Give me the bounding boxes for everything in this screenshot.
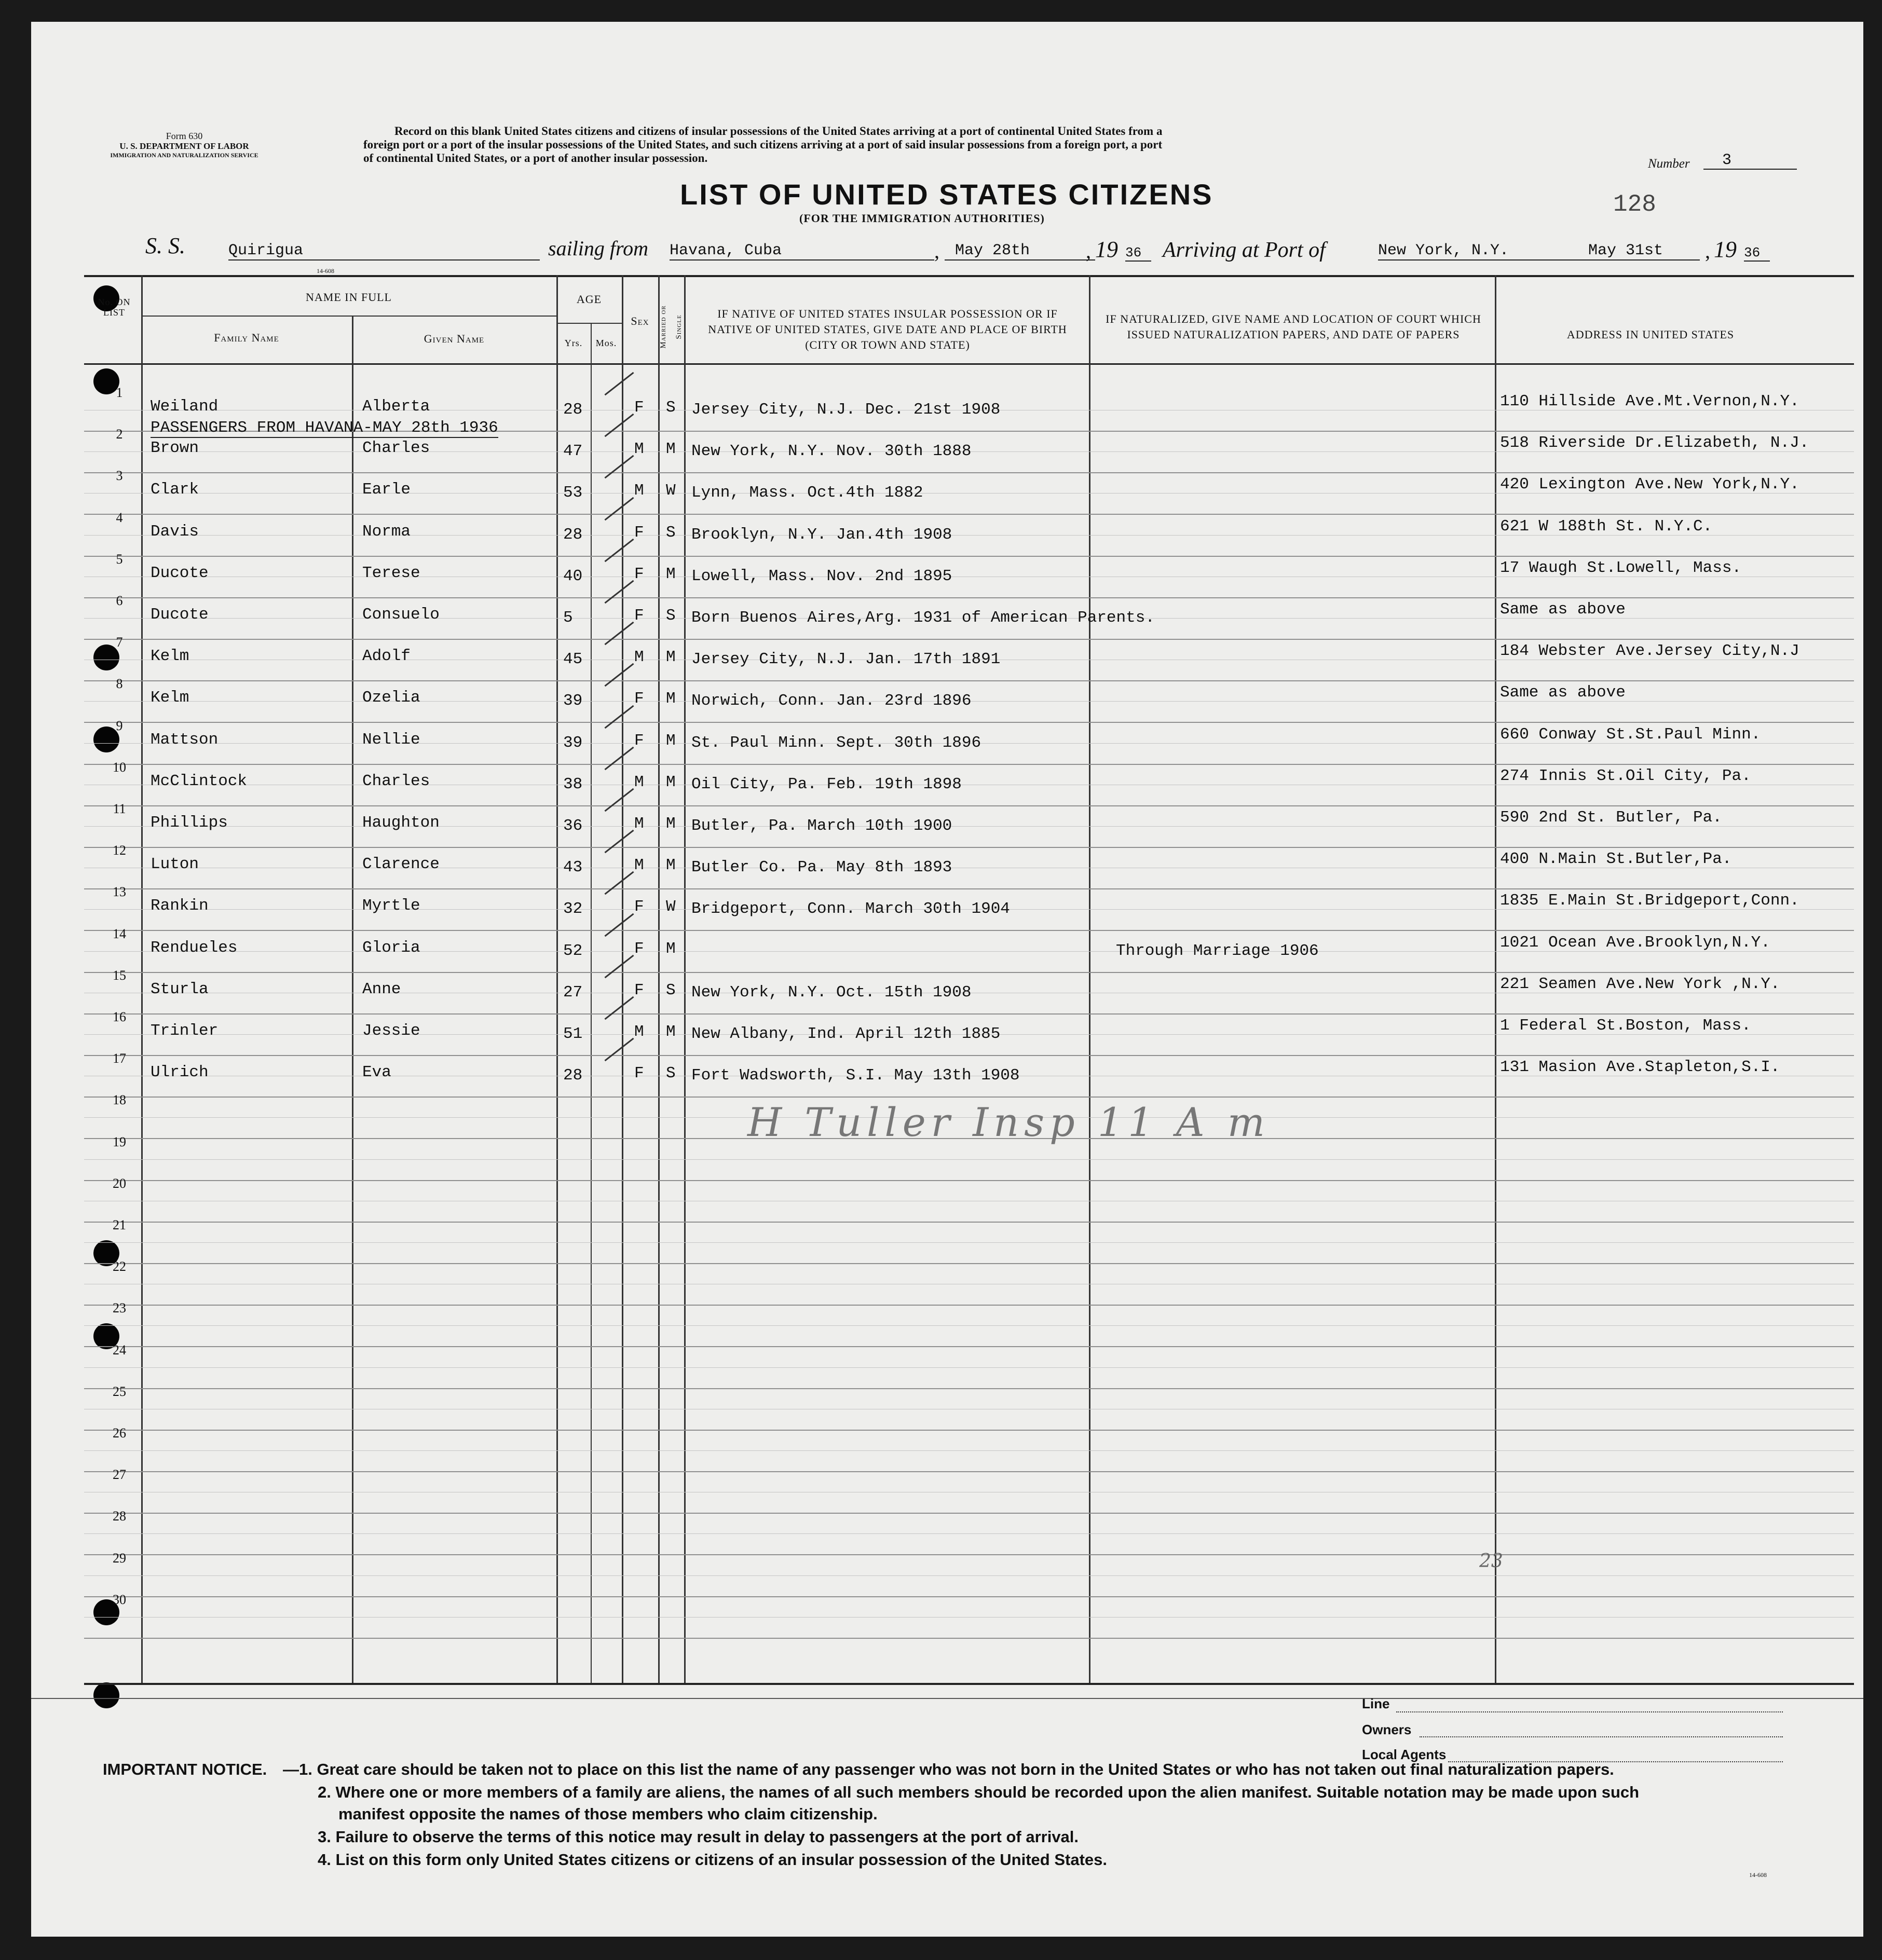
age-years: 39 xyxy=(563,692,583,710)
row-rule xyxy=(84,847,1854,848)
notice-2-cont: manifest opposite the names of those members who claim citizenship. xyxy=(338,1805,878,1823)
row-subrule xyxy=(84,1159,1854,1160)
age-years: 38 xyxy=(563,775,583,793)
number-underline xyxy=(1703,169,1797,170)
arrival-date: May 31st xyxy=(1588,242,1663,259)
marital-status: M xyxy=(666,773,676,791)
age-years: 32 xyxy=(563,900,583,918)
sex: F xyxy=(634,524,644,542)
row-rule xyxy=(84,597,1854,598)
row-rule xyxy=(84,1055,1854,1056)
comma: , xyxy=(1086,239,1091,263)
birth-place-date: New Albany, Ind. April 12th 1885 xyxy=(691,1025,1001,1043)
header-age: AGE xyxy=(576,293,602,306)
given-name: Nellie xyxy=(362,731,420,749)
marital-status: M xyxy=(666,648,676,666)
sex: F xyxy=(634,981,644,999)
row-number: 16 xyxy=(113,1009,126,1024)
stamp-number: 128 xyxy=(1613,191,1656,218)
birth-place-date: Bridgeport, Conn. March 30th 1904 xyxy=(691,900,1010,918)
owners-field xyxy=(1420,1736,1783,1737)
name-header-rule xyxy=(141,316,556,317)
pencil-mark: 23 xyxy=(1479,1551,1503,1572)
us-address: Same as above xyxy=(1500,683,1626,702)
year-prefix: 19 xyxy=(1714,237,1737,262)
instruction-line: foreign port or a port of the insular possessions of the United States, and such citizens arriving at a port of said insular possessions from a foreign port, a port xyxy=(363,138,1163,151)
number-value: 3 xyxy=(1722,152,1732,169)
marital-status: M xyxy=(666,815,676,833)
row-number: 10 xyxy=(113,760,126,775)
inspector-signature: H Tuller Insp 11 A m xyxy=(747,1099,1270,1145)
family-name: Mattson xyxy=(151,731,219,749)
us-address: 590 2nd St. Butler, Pa. xyxy=(1500,808,1722,827)
owners-label: Owners xyxy=(1362,1722,1412,1737)
us-address: Same as above xyxy=(1500,600,1626,619)
us-address: 110 Hillside Ave.Mt.Vernon,N.Y. xyxy=(1500,392,1799,410)
sail-year: 36 xyxy=(1125,245,1151,262)
marital-status: S xyxy=(666,1064,676,1082)
sailing-label: sailing from xyxy=(548,237,648,260)
row-number: 12 xyxy=(113,843,126,858)
age-years: 40 xyxy=(563,567,583,585)
us-address: 518 Riverside Dr.Elizabeth, N.J. xyxy=(1500,434,1809,452)
us-address: 1021 Ocean Ave.Brooklyn,N.Y. xyxy=(1500,934,1770,952)
us-address: 1 Federal St.Boston, Mass. xyxy=(1500,1017,1751,1035)
comma: , xyxy=(934,239,939,263)
footer-rule xyxy=(31,1698,1863,1699)
marital-status: W xyxy=(666,482,676,500)
us-address: 274 Innis St.Oil City, Pa. xyxy=(1500,767,1751,785)
row-subrule xyxy=(84,1325,1854,1326)
row-number: 2 xyxy=(116,427,123,442)
given-name: Earle xyxy=(362,481,411,499)
marital-status: S xyxy=(666,981,676,999)
row-rule xyxy=(84,680,1854,681)
sail-date: May 28th xyxy=(945,242,1095,261)
row-number: 30 xyxy=(113,1592,126,1607)
age-years: 28 xyxy=(563,401,583,419)
age-years: 39 xyxy=(563,734,583,752)
sex: F xyxy=(634,1064,644,1082)
sex: M xyxy=(634,440,644,458)
row-rule xyxy=(84,1554,1854,1555)
row-rule xyxy=(84,1513,1854,1514)
row-number: 20 xyxy=(113,1176,126,1191)
age-years: 52 xyxy=(563,942,583,960)
row-number: 6 xyxy=(116,593,123,608)
birth-place-date: Born Buenos Aires,Arg. 1931 of American Parents. xyxy=(691,609,1155,627)
row-rule xyxy=(84,1596,1854,1597)
sailing-from: Havana, Cuba xyxy=(670,242,934,261)
family-name: Rankin xyxy=(151,897,209,915)
header-birth: IF NATIVE OF UNITED STATES INSULAR POSSESSION OR IF NATIVE OF UNITED STATES, GIVE DATE AND PLACE OF BIRTH (CITY OR TOWN AND STATE) xyxy=(708,307,1067,351)
row-rule xyxy=(84,722,1854,723)
row-rule xyxy=(84,930,1854,931)
col-divider xyxy=(591,323,592,1683)
row-number: 23 xyxy=(113,1300,126,1315)
us-address: 184 Webster Ave.Jersey City,N.J xyxy=(1500,642,1799,660)
age-years: 53 xyxy=(563,484,583,502)
list-title: LIST OF UNITED STATES CITIZENS xyxy=(680,178,1213,211)
marital-status: M xyxy=(666,440,676,458)
row-rule xyxy=(84,1346,1854,1347)
marital-status: M xyxy=(666,940,676,958)
age-years: 5 xyxy=(563,609,573,627)
naturalization: Through Marriage 1906 xyxy=(1116,942,1319,960)
row-number: 13 xyxy=(113,884,126,899)
service-name: IMMIGRATION AND NATURALIZATION SERVICE xyxy=(110,152,258,159)
sex: M xyxy=(634,1023,644,1041)
family-name: Ducote xyxy=(151,564,209,582)
row-number: 25 xyxy=(113,1384,126,1399)
row-number: 29 xyxy=(113,1551,126,1566)
instruction-line: of continental United States, or a port of another insular possession. xyxy=(363,152,708,165)
number-label: Number xyxy=(1648,157,1690,171)
table-top-rule xyxy=(84,275,1854,277)
notice-title: IMPORTANT NOTICE. xyxy=(103,1760,267,1778)
row-number: 21 xyxy=(113,1217,126,1232)
family-name: Brown xyxy=(151,439,199,457)
row-rule xyxy=(84,1430,1854,1431)
row-rule xyxy=(84,1222,1854,1223)
birth-place-date: Jersey City, N.J. Dec. 21st 1908 xyxy=(691,401,1001,419)
row-subrule xyxy=(84,1533,1854,1534)
notice-4: 4. List on this form only United States citizens or citizens of an insular possession of the United States. xyxy=(318,1851,1107,1869)
row-number: 28 xyxy=(113,1509,126,1524)
marital-status: M xyxy=(666,856,676,874)
row-subrule xyxy=(84,1575,1854,1576)
form-number: Form 630 xyxy=(166,131,203,141)
sex: M xyxy=(634,648,644,666)
row-number: 3 xyxy=(116,468,123,483)
row-number: 19 xyxy=(113,1134,126,1149)
list-subtitle: (FOR THE IMMIGRATION AUTHORITIES) xyxy=(799,212,1045,225)
sex: M xyxy=(634,815,644,833)
family-name: Luton xyxy=(151,855,199,873)
passengers-banner: PASSENGERS FROM HAVANA-MAY 28th 1936 xyxy=(151,419,498,437)
header-naturalized: IF NATURALIZED, GIVE NAME AND LOCATION OF COURT WHICH ISSUED NATURALIZATION PAPERS, AND DATE OF PAPERS xyxy=(1106,312,1481,341)
us-address: 660 Conway St.St.Paul Minn. xyxy=(1500,725,1761,744)
us-address: 400 N.Main St.Butler,Pa. xyxy=(1500,850,1732,868)
given-name: Myrtle xyxy=(362,897,420,915)
line-field xyxy=(1396,1711,1783,1712)
row-number: 4 xyxy=(116,510,123,525)
row-subrule xyxy=(84,1617,1854,1618)
family-name: Phillips xyxy=(151,814,228,832)
row-number: 22 xyxy=(113,1259,126,1274)
family-name: Ulrich xyxy=(151,1063,209,1081)
row-number: 24 xyxy=(113,1342,126,1358)
sex: M xyxy=(634,482,644,500)
given-name: Eva xyxy=(362,1063,391,1081)
marital-status: W xyxy=(666,898,676,916)
sex: F xyxy=(634,607,644,625)
birth-place-date: Lowell, Mass. Nov. 2nd 1895 xyxy=(691,567,952,585)
ship-name: Quirigua xyxy=(228,242,540,261)
given-name: Ozelia xyxy=(362,689,420,707)
ss-label: S. S. xyxy=(145,233,185,258)
us-address: 221 Seamen Ave.New York ,N.Y. xyxy=(1500,975,1780,993)
sex: M xyxy=(634,856,644,874)
family-name: Ducote xyxy=(151,606,209,624)
us-address: 1835 E.Main St.Bridgeport,Conn. xyxy=(1500,892,1799,910)
age-years: 51 xyxy=(563,1025,583,1043)
row-number: 8 xyxy=(116,676,123,691)
row-rule xyxy=(84,764,1854,765)
sex: F xyxy=(634,399,644,417)
header-mos: Mos. xyxy=(595,338,617,348)
row-rule xyxy=(84,1471,1854,1472)
header-family-name: Family Name xyxy=(214,331,279,344)
family-name: Kelm xyxy=(151,647,189,665)
given-name: Anne xyxy=(362,980,401,998)
family-name: McClintock xyxy=(151,772,248,790)
row-rule xyxy=(84,888,1854,889)
notice-1: —1. Great care should be taken not to place on this list the name of any passenger who was not born in the United States or who has not taken out final naturalization papers. xyxy=(283,1760,1614,1778)
table-header-rule xyxy=(84,363,1854,365)
marital-status: S xyxy=(666,607,676,625)
row-rule xyxy=(84,472,1854,473)
row-rule xyxy=(84,805,1854,806)
given-name: Alberta xyxy=(362,398,430,416)
agents-label: Local Agents xyxy=(1362,1747,1447,1762)
sex: F xyxy=(634,690,644,708)
header-no-on-list: No. ON LIST xyxy=(98,297,131,318)
birth-place-date: Butler Co. Pa. May 8th 1893 xyxy=(691,858,952,876)
footer-code: 14-608 xyxy=(1749,1871,1767,1879)
row-number: 1 xyxy=(116,385,123,400)
row-rule xyxy=(84,1263,1854,1264)
marital-status: S xyxy=(666,524,676,542)
row-rule xyxy=(84,1638,1854,1639)
given-name: Gloria xyxy=(362,939,420,957)
age-years: 45 xyxy=(563,650,583,668)
print-code: 14-608 xyxy=(317,267,334,275)
instructions xyxy=(363,125,1162,165)
sex: F xyxy=(634,565,644,583)
family-name: Trinler xyxy=(151,1022,219,1040)
row-rule xyxy=(84,1180,1854,1181)
given-name: Clarence xyxy=(362,855,440,873)
us-address: 17 Waugh St.Lowell, Mass. xyxy=(1500,559,1742,577)
birth-place-date: Norwich, Conn. Jan. 23rd 1896 xyxy=(691,692,972,710)
row-rule xyxy=(84,1013,1854,1015)
row-rule xyxy=(84,972,1854,973)
given-name: Terese xyxy=(362,564,420,582)
family-name: Kelm xyxy=(151,689,189,707)
birth-place-date: St. Paul Minn. Sept. 30th 1896 xyxy=(691,734,981,752)
header-yrs: Yrs. xyxy=(564,338,583,348)
age-years: 28 xyxy=(563,526,583,544)
given-name: Charles xyxy=(362,439,430,457)
age-years: 43 xyxy=(563,858,583,876)
notice-3: 3. Failure to observe the terms of this notice may result in delay to passengers at the port of arrival. xyxy=(318,1828,1079,1846)
us-address: 621 W 188th St. N.Y.C. xyxy=(1500,517,1713,536)
row-number: 26 xyxy=(113,1426,126,1441)
header-address: ADDRESS IN UNITED STATES xyxy=(1566,328,1735,341)
birth-place-date: Fort Wadsworth, S.I. May 13th 1908 xyxy=(691,1066,1020,1085)
us-address: 131 Masion Ave.Stapleton,S.I. xyxy=(1500,1058,1780,1076)
family-name: Clark xyxy=(151,481,199,499)
arriving-label: Arriving at Port of xyxy=(1163,238,1326,262)
header-married-single: Married or Single xyxy=(659,305,683,349)
header-sex: Sex xyxy=(631,314,649,327)
row-number: 11 xyxy=(113,801,126,816)
row-number: 14 xyxy=(113,926,126,941)
sex: M xyxy=(634,773,644,791)
birth-place-date: Jersey City, N.J. Jan. 17th 1891 xyxy=(691,650,1001,668)
notice-2: 2. Where one or more members of a family are aliens, the names of all such members should be recorded upon the alien manifest. Suitable notation may be made upon such xyxy=(318,1783,1640,1801)
year-prefix: 19 xyxy=(1095,237,1118,262)
line-label: Line xyxy=(1362,1696,1390,1711)
col-divider xyxy=(352,316,353,1683)
row-rule xyxy=(84,514,1854,515)
given-name: Jessie xyxy=(362,1022,420,1040)
row-subrule xyxy=(84,1367,1854,1368)
row-number: 5 xyxy=(116,552,123,567)
row-rule xyxy=(84,639,1854,640)
age-years: 28 xyxy=(563,1066,583,1085)
arrival-port: New York, N.Y. xyxy=(1378,242,1700,261)
sex: F xyxy=(634,940,644,958)
row-rule xyxy=(84,1096,1854,1098)
instruction-line: Record on this blank United States citizens and citizens of insular possessions of the United States arriving at a port of continental United States from a xyxy=(394,125,1163,138)
header-name-in-full: NAME IN FULL xyxy=(306,291,392,304)
given-name: Adolf xyxy=(362,647,411,665)
marital-status: S xyxy=(666,399,676,417)
family-name: Rendueles xyxy=(151,939,238,957)
row-number: 17 xyxy=(113,1051,126,1066)
birth-place-date: Brooklyn, N.Y. Jan.4th 1908 xyxy=(691,526,952,544)
us-address: 420 Lexington Ave.New York,N.Y. xyxy=(1500,475,1799,494)
sex: F xyxy=(634,732,644,750)
row-number: 18 xyxy=(113,1092,126,1107)
punch-hole xyxy=(93,1682,119,1708)
arrival-year: 36 xyxy=(1744,245,1770,262)
marital-status: M xyxy=(666,690,676,708)
sex: F xyxy=(634,898,644,916)
family-name: Weiland xyxy=(151,398,219,416)
given-name: Haughton xyxy=(362,814,440,832)
birth-place-date: Oil City, Pa. Feb. 19th 1898 xyxy=(691,775,962,793)
row-rule xyxy=(84,1305,1854,1306)
row-number: 27 xyxy=(113,1467,126,1482)
birth-place-date: Butler, Pa. March 10th 1900 xyxy=(691,817,952,835)
marital-status: M xyxy=(666,732,676,750)
given-name: Charles xyxy=(362,772,430,790)
age-header-rule xyxy=(556,323,622,324)
age-years: 36 xyxy=(563,817,583,835)
age-years: 47 xyxy=(563,442,583,460)
table-bottom-rule xyxy=(84,1683,1854,1685)
family-name: Sturla xyxy=(151,980,209,998)
department: U. S. DEPARTMENT OF LABOR xyxy=(119,141,249,151)
row-rule xyxy=(84,1388,1854,1389)
row-subrule xyxy=(84,1450,1854,1451)
row-number: 9 xyxy=(116,718,123,733)
birth-place-date: New York, N.Y. Nov. 30th 1888 xyxy=(691,442,972,460)
row-number: 15 xyxy=(113,968,126,983)
marital-status: M xyxy=(666,1023,676,1041)
header-given-name: Given Name xyxy=(424,332,485,345)
birth-place-date: Lynn, Mass. Oct.4th 1882 xyxy=(691,484,923,502)
row-rule xyxy=(84,556,1854,557)
comma: , xyxy=(1705,239,1710,263)
given-name: Norma xyxy=(362,523,411,541)
row-subrule xyxy=(84,1242,1854,1243)
given-name: Consuelo xyxy=(362,606,440,624)
family-name: Davis xyxy=(151,523,199,541)
row-number: 7 xyxy=(116,635,123,650)
birth-place-date: New York, N.Y. Oct. 15th 1908 xyxy=(691,983,972,1002)
age-years: 27 xyxy=(563,983,583,1002)
marital-status: M xyxy=(666,565,676,583)
